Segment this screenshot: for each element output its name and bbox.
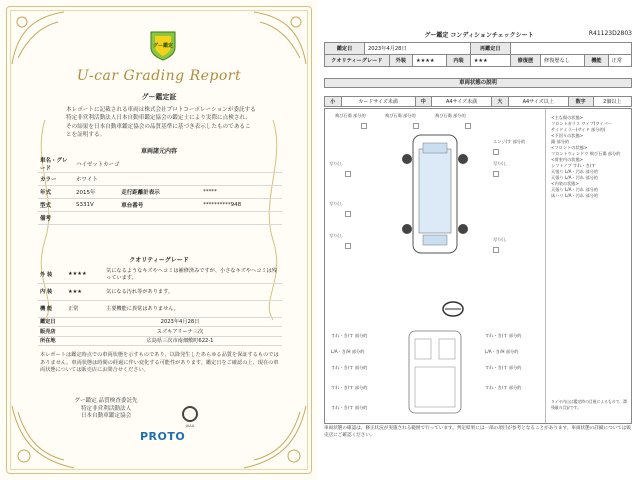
row-value bbox=[74, 212, 282, 225]
legend-key: 数字 bbox=[568, 97, 593, 107]
row-description: 主要機能に異常はありません。 bbox=[104, 300, 282, 317]
inspection-date-label: 鑑定日 bbox=[325, 43, 365, 55]
legend-key: 大 bbox=[492, 97, 509, 107]
interior-stars: ★★★ bbox=[470, 55, 510, 67]
repair-history-value: 修復歴なし bbox=[541, 55, 585, 67]
vehicle-state-heading: 車両状態の説明 bbox=[324, 78, 632, 88]
vehicle-spec-table bbox=[38, 156, 282, 225]
damage-marker bbox=[345, 211, 351, 217]
row-label: 機 能 bbox=[38, 300, 66, 317]
row-value: 広島県三次市南畑敷町622-1 bbox=[78, 336, 282, 346]
damage-marker bbox=[361, 123, 367, 129]
row-value: S331V bbox=[74, 199, 119, 212]
badge-text: グー鑑定 bbox=[152, 43, 173, 49]
damage-label: すれ・き(す 部分的 bbox=[485, 365, 522, 370]
row-description: 気になるようなキズやヘコミは補修済みですが、小さなキズやヘコミは残っています。 bbox=[104, 266, 282, 283]
row-label-2: 車台番号 bbox=[119, 199, 201, 212]
repair-history-label: 修復歴 bbox=[510, 55, 540, 67]
sheet-title: グー鑑定 コンディションチェックシート bbox=[424, 32, 534, 39]
legend-key: 中 bbox=[415, 97, 432, 107]
table-row bbox=[38, 283, 282, 300]
row-value: 2015年 bbox=[74, 186, 119, 199]
row-value-2: ***** bbox=[201, 186, 282, 199]
row-label: 備考 bbox=[38, 212, 74, 225]
certificate-title: U-car Grading Report bbox=[76, 68, 242, 84]
table-row bbox=[38, 186, 282, 199]
damage-marker bbox=[345, 171, 351, 177]
quality-grade-heading: クオリティーグレード bbox=[129, 257, 189, 264]
certificate-subtitle: グー鑑定証 bbox=[141, 93, 177, 101]
interior-label: 内装 bbox=[447, 55, 470, 67]
row-value: 2023年4月28日 bbox=[78, 317, 282, 327]
table-row bbox=[38, 300, 282, 317]
damage-label: すれ・き(す 部分的 bbox=[485, 333, 522, 338]
table-row bbox=[38, 327, 282, 337]
ornament-top-left bbox=[8, 8, 68, 68]
damage-label: 写り(し bbox=[329, 201, 344, 206]
condition-check-sheet bbox=[318, 0, 640, 480]
divider bbox=[545, 109, 546, 423]
damage-label: L/A・き/H 部分的 bbox=[485, 349, 519, 354]
vehicle-spec-heading: 車両諸元内容 bbox=[140, 148, 177, 155]
jaaa-logo-icon bbox=[182, 406, 198, 422]
star-rating: ★★★★ bbox=[66, 266, 104, 283]
recheck-date-value bbox=[510, 43, 631, 55]
row-label: 年式 bbox=[38, 186, 74, 199]
row-value: ホワイト bbox=[74, 173, 282, 186]
condition-notes: <主な傷の状態> フロントガラス ワイプ(ワイパー サイドミラー(サイド 部分的) <下回りの状態> 錆 部分的 <フロントの状態> フロントウィンドウ 飛び石傷 部分的 <荷室内の状態> シフトノブ すれ・き(す 天張り L/A・汚れ 部分的 天張り L/A・汚れ 部分的 <内装の状態> 天張り L/A・汚れ 部分的 床ハリ L/A・汚れ 部分的 bbox=[551, 115, 621, 198]
star-rating: ★★★ bbox=[66, 283, 104, 300]
function-label: 機能 bbox=[585, 55, 608, 67]
damage-label: エンジ(す 部分的 bbox=[493, 139, 526, 144]
proto-logo: PROTO bbox=[140, 430, 186, 443]
damage-marker bbox=[493, 171, 499, 177]
damage-label: 飛び石傷 部分的 bbox=[385, 113, 416, 118]
damage-label: 写り(し bbox=[329, 233, 344, 238]
table-row bbox=[38, 317, 282, 327]
damage-size-legend bbox=[324, 96, 632, 107]
damage-label: 飛び石傷 部分的 bbox=[435, 113, 466, 118]
legend-value: カードサイズ未満 bbox=[341, 97, 415, 107]
damage-label: 写り(し bbox=[329, 161, 344, 166]
damage-marker bbox=[493, 149, 499, 155]
table-row bbox=[38, 156, 282, 173]
damage-label: 写り(し bbox=[493, 161, 508, 166]
damage-marker bbox=[345, 243, 351, 249]
grading-certificate bbox=[0, 0, 318, 480]
row-label: 販売店 bbox=[38, 327, 78, 337]
steering-wheel-icon bbox=[441, 299, 465, 319]
tire-note: タイヤ内山は鑑定時の目視によるもので、溝残量の目安です。 bbox=[551, 399, 627, 410]
damage-label: すれ・き(す 部分的 bbox=[331, 333, 368, 338]
row-value-2: **********948 bbox=[201, 199, 282, 212]
quality-grade-label: クオリティーグレード bbox=[325, 55, 390, 67]
certificate-signature-block: グー鑑定 品質検査委託先 特定非営利活動法人 日本自動車鑑定協会 bbox=[74, 398, 138, 419]
sheet-footer-note: 車両状態の確認は、修正状況が実施される範囲で行っています。判定結果には一部の項目が参考となることがあります。車両状態の詳細については販売店にご確認ください。 bbox=[324, 426, 631, 438]
damage-label: 飛び石傷 部分的 bbox=[335, 113, 366, 118]
table-row bbox=[38, 173, 282, 186]
damage-label: L/A・き/H 部分的 bbox=[331, 349, 365, 354]
row-label: 外 装 bbox=[38, 266, 66, 283]
function-value: 正常 bbox=[608, 55, 631, 67]
row-value: ハイゼットカーゴ bbox=[74, 156, 282, 173]
table-row bbox=[38, 266, 282, 283]
damage-marker bbox=[413, 123, 419, 129]
quality-grade-table bbox=[38, 266, 282, 318]
vehicle-damage-diagram bbox=[324, 108, 632, 424]
report-info-table bbox=[38, 317, 282, 346]
table-row bbox=[38, 336, 282, 346]
ornament-bottom-right bbox=[240, 402, 310, 472]
row-label: カラー bbox=[38, 173, 74, 186]
legend-value: A4サイズ以上 bbox=[508, 97, 568, 107]
function-rating: 正常 bbox=[66, 300, 104, 317]
damage-label: すれ・き(す 部分的 bbox=[485, 385, 522, 390]
row-label: 内 装 bbox=[38, 283, 66, 300]
damage-label: すれ・き(す 部分的 bbox=[331, 405, 368, 410]
legend-key: 小 bbox=[325, 97, 342, 107]
damage-label: すれ・き(す 部分的 bbox=[331, 385, 368, 390]
legend-value: 2個以上 bbox=[593, 97, 631, 107]
row-label-2: 走行距離計表示 bbox=[119, 186, 201, 199]
certificate-intro: 本レポートに記載される車両は株式会社プロトコーポレーションが委託する特定非営利活動法人日本自動車鑑定協会の鑑定士により実際に点検され、その結果を日本自動車鑑定協会の品質基準に基づき表示したものであることを証明する。 bbox=[66, 107, 256, 139]
inspection-date-value: 2023年4月28日 bbox=[365, 43, 471, 55]
row-label: 鑑定日 bbox=[38, 317, 78, 327]
table-row bbox=[38, 199, 282, 212]
certificate-disclaimer: 本レポートは鑑定時点での車両状態を示すものであり、以降発生したあらゆる品質を保証するものではありません。車両状態は時間の経過に伴い変化する可能性があります。鑑定日をご確認の上、現在の車両状態については販売店にお問合せください。 bbox=[40, 352, 279, 374]
sheet-header-table bbox=[324, 42, 632, 67]
document-id: R41123D2803 bbox=[588, 30, 632, 37]
damage-marker bbox=[493, 247, 499, 253]
row-label: 型式 bbox=[38, 199, 74, 212]
jaaa-label: JAAA bbox=[185, 424, 195, 428]
table-row bbox=[38, 212, 282, 225]
exterior-stars: ★★★★ bbox=[412, 55, 446, 67]
damage-label: すれ・き(す 部分的 bbox=[331, 365, 368, 370]
recheck-date-label: 再鑑定日 bbox=[470, 43, 510, 55]
table-row bbox=[325, 43, 632, 55]
row-label: 車名・グレード bbox=[38, 156, 74, 173]
damage-label: 写り(し bbox=[493, 237, 508, 242]
ornament-top-right bbox=[250, 8, 310, 68]
row-description: 気になる汚れ等があります。 bbox=[104, 283, 282, 300]
legend-value: A4サイズ未満 bbox=[432, 97, 492, 107]
row-value: スズキアリーナ三次 bbox=[78, 327, 282, 337]
row-label: 所在地 bbox=[38, 336, 78, 346]
table-row bbox=[325, 97, 632, 107]
exterior-label: 外装 bbox=[389, 55, 412, 67]
car-interior-view-icon bbox=[395, 327, 475, 417]
damage-marker bbox=[465, 123, 471, 129]
car-top-view-icon bbox=[395, 129, 475, 259]
table-row bbox=[325, 55, 632, 67]
